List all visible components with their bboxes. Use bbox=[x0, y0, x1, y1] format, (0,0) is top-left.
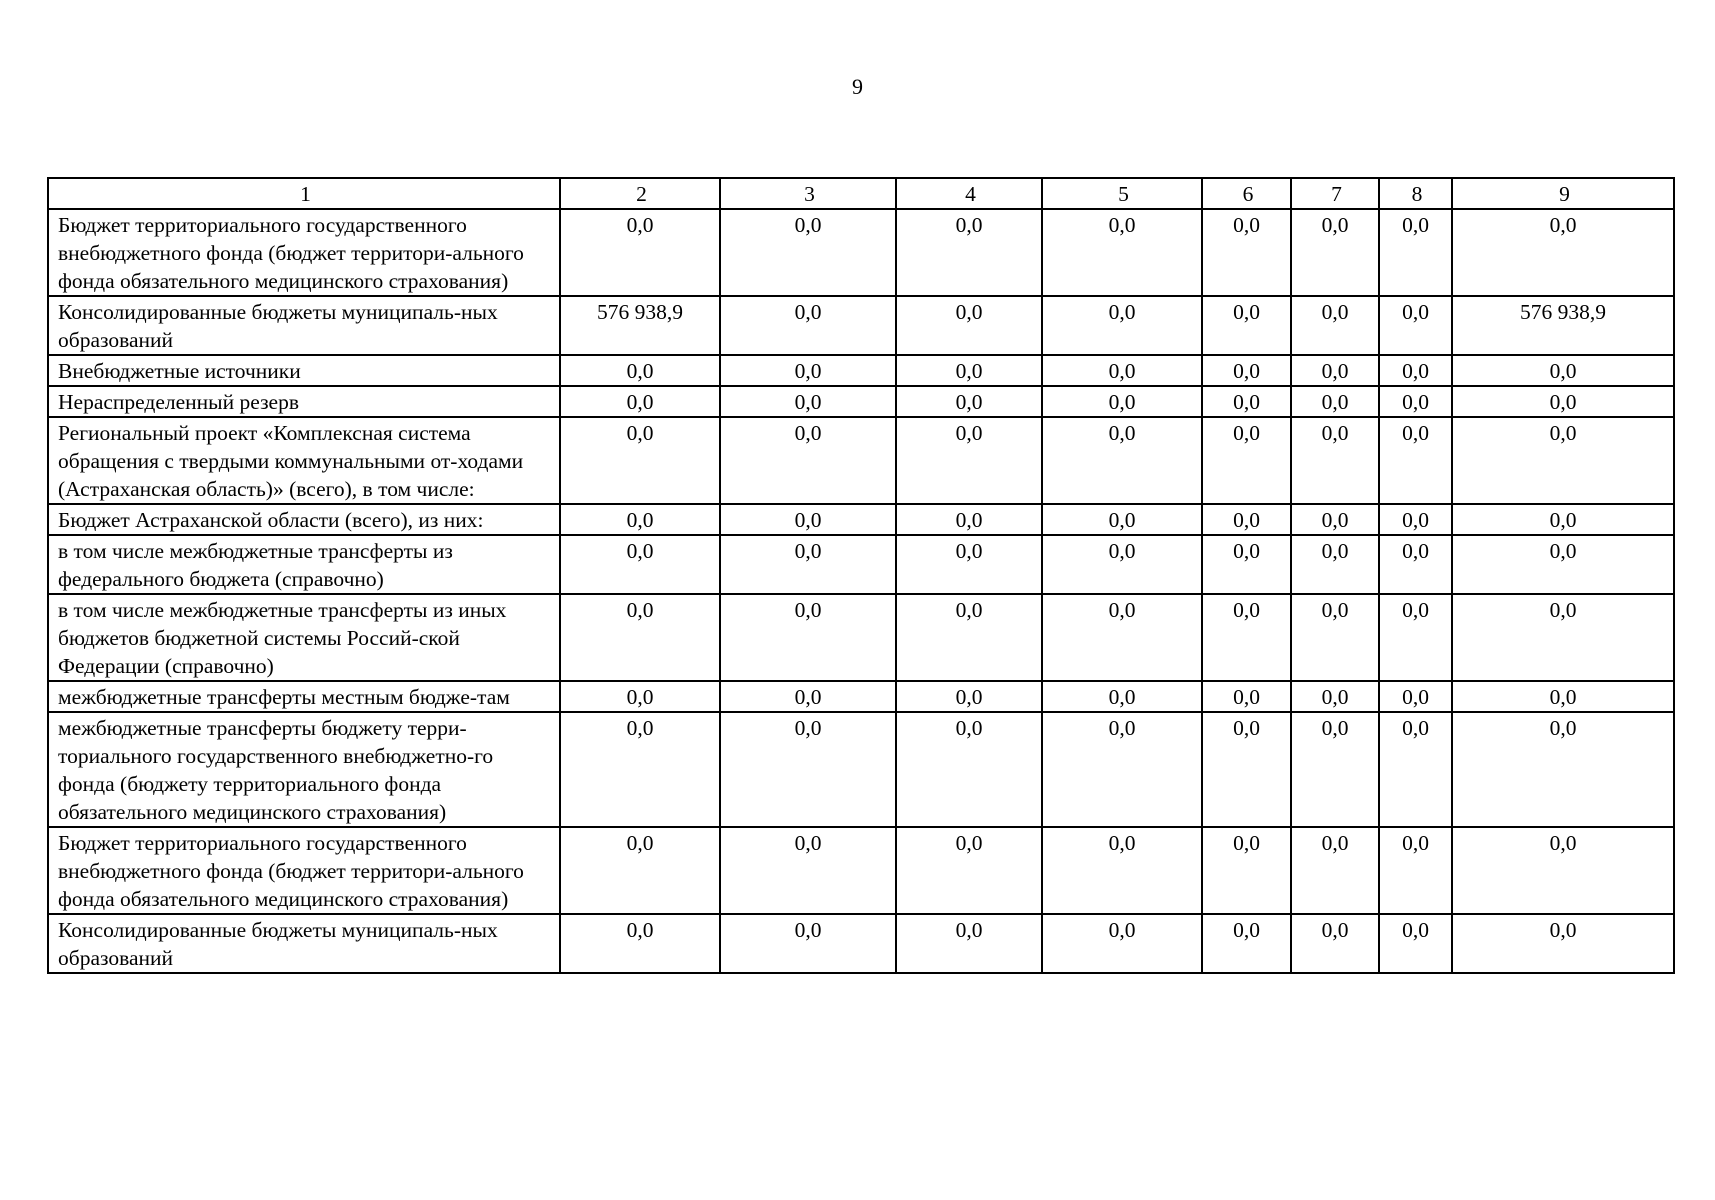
value-cell: 0,0 bbox=[720, 827, 896, 914]
value-cell: 0,0 bbox=[560, 386, 720, 417]
value-cell: 0,0 bbox=[896, 386, 1042, 417]
value-cell: 0,0 bbox=[1379, 209, 1452, 296]
row-label: Консолидированные бюджеты муниципаль-ных образований bbox=[48, 296, 560, 355]
value-cell: 0,0 bbox=[1042, 355, 1202, 386]
value-cell: 0,0 bbox=[896, 355, 1042, 386]
row-label: Бюджет территориального государственного внебюджетного фонда (бюджет территори-ального фонда обязательного медицинского страхования) bbox=[48, 209, 560, 296]
column-header: 4 bbox=[896, 178, 1042, 209]
row-label: Консолидированные бюджеты муниципаль-ных образований bbox=[48, 914, 560, 973]
row-label: межбюджетные трансферты местным бюдже-там bbox=[48, 681, 560, 712]
value-cell: 0,0 bbox=[1291, 594, 1379, 681]
value-cell: 0,0 bbox=[560, 914, 720, 973]
value-cell: 0,0 bbox=[1042, 594, 1202, 681]
value-cell: 0,0 bbox=[1452, 712, 1674, 827]
value-cell: 0,0 bbox=[896, 504, 1042, 535]
value-cell: 0,0 bbox=[1452, 417, 1674, 504]
value-cell: 0,0 bbox=[896, 594, 1042, 681]
table-row bbox=[48, 681, 1674, 712]
value-cell: 0,0 bbox=[1291, 504, 1379, 535]
value-cell: 0,0 bbox=[720, 712, 896, 827]
column-header: 1 bbox=[48, 178, 560, 209]
value-cell: 0,0 bbox=[1291, 712, 1379, 827]
column-header: 6 bbox=[1202, 178, 1291, 209]
value-cell: 0,0 bbox=[1379, 712, 1452, 827]
value-cell: 0,0 bbox=[720, 209, 896, 296]
value-cell: 0,0 bbox=[1202, 417, 1291, 504]
value-cell: 0,0 bbox=[720, 594, 896, 681]
table-row bbox=[48, 914, 1674, 973]
column-header: 7 bbox=[1291, 178, 1379, 209]
value-cell: 0,0 bbox=[1379, 594, 1452, 681]
value-cell: 0,0 bbox=[1291, 209, 1379, 296]
value-cell: 0,0 bbox=[1379, 296, 1452, 355]
value-cell: 0,0 bbox=[720, 386, 896, 417]
value-cell: 0,0 bbox=[1379, 827, 1452, 914]
value-cell: 0,0 bbox=[1379, 535, 1452, 594]
value-cell: 0,0 bbox=[560, 417, 720, 504]
value-cell: 576 938,9 bbox=[1452, 296, 1674, 355]
row-label: межбюджетные трансферты бюджету терри-ториального государственного внебюджетно-го фонда (бюджету территориального фонда обязательного медицинского страхования) bbox=[48, 712, 560, 827]
column-header: 3 bbox=[720, 178, 896, 209]
table-row bbox=[48, 504, 1674, 535]
value-cell: 0,0 bbox=[1452, 504, 1674, 535]
value-cell: 0,0 bbox=[560, 504, 720, 535]
value-cell: 0,0 bbox=[1202, 209, 1291, 296]
table-row bbox=[48, 296, 1674, 355]
value-cell: 0,0 bbox=[1042, 712, 1202, 827]
table-row bbox=[48, 535, 1674, 594]
table-row bbox=[48, 386, 1674, 417]
value-cell: 0,0 bbox=[896, 712, 1042, 827]
value-cell: 0,0 bbox=[1291, 827, 1379, 914]
table-row bbox=[48, 417, 1674, 504]
value-cell: 0,0 bbox=[1379, 681, 1452, 712]
column-header: 9 bbox=[1452, 178, 1674, 209]
column-header: 8 bbox=[1379, 178, 1452, 209]
value-cell: 0,0 bbox=[1379, 355, 1452, 386]
value-cell: 0,0 bbox=[1379, 504, 1452, 535]
value-cell: 0,0 bbox=[1291, 681, 1379, 712]
value-cell: 0,0 bbox=[1202, 594, 1291, 681]
value-cell: 0,0 bbox=[1042, 827, 1202, 914]
row-label: Региональный проект «Комплексная система обращения с твердыми коммунальными от-ходами (Астраханская область)» (всего), в том числе: bbox=[48, 417, 560, 504]
column-header: 2 bbox=[560, 178, 720, 209]
value-cell: 0,0 bbox=[896, 535, 1042, 594]
value-cell: 0,0 bbox=[560, 594, 720, 681]
value-cell: 0,0 bbox=[720, 681, 896, 712]
value-cell: 0,0 bbox=[896, 827, 1042, 914]
value-cell: 0,0 bbox=[1202, 914, 1291, 973]
value-cell: 0,0 bbox=[1452, 914, 1674, 973]
value-cell: 0,0 bbox=[1202, 535, 1291, 594]
value-cell: 0,0 bbox=[1042, 296, 1202, 355]
value-cell: 0,0 bbox=[1379, 417, 1452, 504]
value-cell: 0,0 bbox=[1042, 535, 1202, 594]
value-cell: 0,0 bbox=[1202, 296, 1291, 355]
row-label: Бюджет территориального государственного внебюджетного фонда (бюджет территори-ального фонда обязательного медицинского страхования) bbox=[48, 827, 560, 914]
value-cell: 0,0 bbox=[1452, 681, 1674, 712]
value-cell: 0,0 bbox=[720, 296, 896, 355]
value-cell: 0,0 bbox=[1291, 296, 1379, 355]
value-cell: 0,0 bbox=[1452, 827, 1674, 914]
value-cell: 0,0 bbox=[1042, 209, 1202, 296]
value-cell: 0,0 bbox=[1452, 209, 1674, 296]
row-label: Нераспределенный резерв bbox=[48, 386, 560, 417]
budget-table bbox=[47, 177, 1675, 974]
value-cell: 0,0 bbox=[1379, 914, 1452, 973]
value-cell: 576 938,9 bbox=[560, 296, 720, 355]
value-cell: 0,0 bbox=[720, 535, 896, 594]
value-cell: 0,0 bbox=[1452, 594, 1674, 681]
row-label: Бюджет Астраханской области (всего), из них: bbox=[48, 504, 560, 535]
table-row bbox=[48, 594, 1674, 681]
row-label: в том числе межбюджетные трансферты из иных бюджетов бюджетной системы Россий-ской Федерации (справочно) bbox=[48, 594, 560, 681]
value-cell: 0,0 bbox=[1379, 386, 1452, 417]
value-cell: 0,0 bbox=[1291, 417, 1379, 504]
value-cell: 0,0 bbox=[720, 417, 896, 504]
value-cell: 0,0 bbox=[1202, 355, 1291, 386]
table-row bbox=[48, 712, 1674, 827]
value-cell: 0,0 bbox=[1291, 914, 1379, 973]
table-row bbox=[48, 827, 1674, 914]
value-cell: 0,0 bbox=[1291, 535, 1379, 594]
value-cell: 0,0 bbox=[1291, 355, 1379, 386]
value-cell: 0,0 bbox=[1042, 417, 1202, 504]
value-cell: 0,0 bbox=[1042, 386, 1202, 417]
value-cell: 0,0 bbox=[560, 681, 720, 712]
value-cell: 0,0 bbox=[1291, 386, 1379, 417]
value-cell: 0,0 bbox=[1202, 386, 1291, 417]
value-cell: 0,0 bbox=[896, 296, 1042, 355]
value-cell: 0,0 bbox=[1042, 914, 1202, 973]
value-cell: 0,0 bbox=[1042, 681, 1202, 712]
table-row bbox=[48, 209, 1674, 296]
value-cell: 0,0 bbox=[896, 209, 1042, 296]
header-row bbox=[48, 178, 1674, 209]
value-cell: 0,0 bbox=[1202, 504, 1291, 535]
row-label: Внебюджетные источники bbox=[48, 355, 560, 386]
value-cell: 0,0 bbox=[1202, 681, 1291, 712]
value-cell: 0,0 bbox=[720, 914, 896, 973]
value-cell: 0,0 bbox=[1452, 386, 1674, 417]
value-cell: 0,0 bbox=[896, 417, 1042, 504]
value-cell: 0,0 bbox=[560, 355, 720, 386]
value-cell: 0,0 bbox=[560, 209, 720, 296]
table-row bbox=[48, 355, 1674, 386]
value-cell: 0,0 bbox=[1042, 504, 1202, 535]
value-cell: 0,0 bbox=[560, 827, 720, 914]
value-cell: 0,0 bbox=[720, 355, 896, 386]
value-cell: 0,0 bbox=[896, 914, 1042, 973]
value-cell: 0,0 bbox=[1202, 827, 1291, 914]
column-header: 5 bbox=[1042, 178, 1202, 209]
value-cell: 0,0 bbox=[1452, 535, 1674, 594]
value-cell: 0,0 bbox=[720, 504, 896, 535]
value-cell: 0,0 bbox=[1202, 712, 1291, 827]
value-cell: 0,0 bbox=[1452, 355, 1674, 386]
value-cell: 0,0 bbox=[896, 681, 1042, 712]
page-number: 9 bbox=[852, 74, 863, 99]
value-cell: 0,0 bbox=[560, 712, 720, 827]
value-cell: 0,0 bbox=[560, 535, 720, 594]
row-label: в том числе межбюджетные трансферты из федерального бюджета (справочно) bbox=[48, 535, 560, 594]
